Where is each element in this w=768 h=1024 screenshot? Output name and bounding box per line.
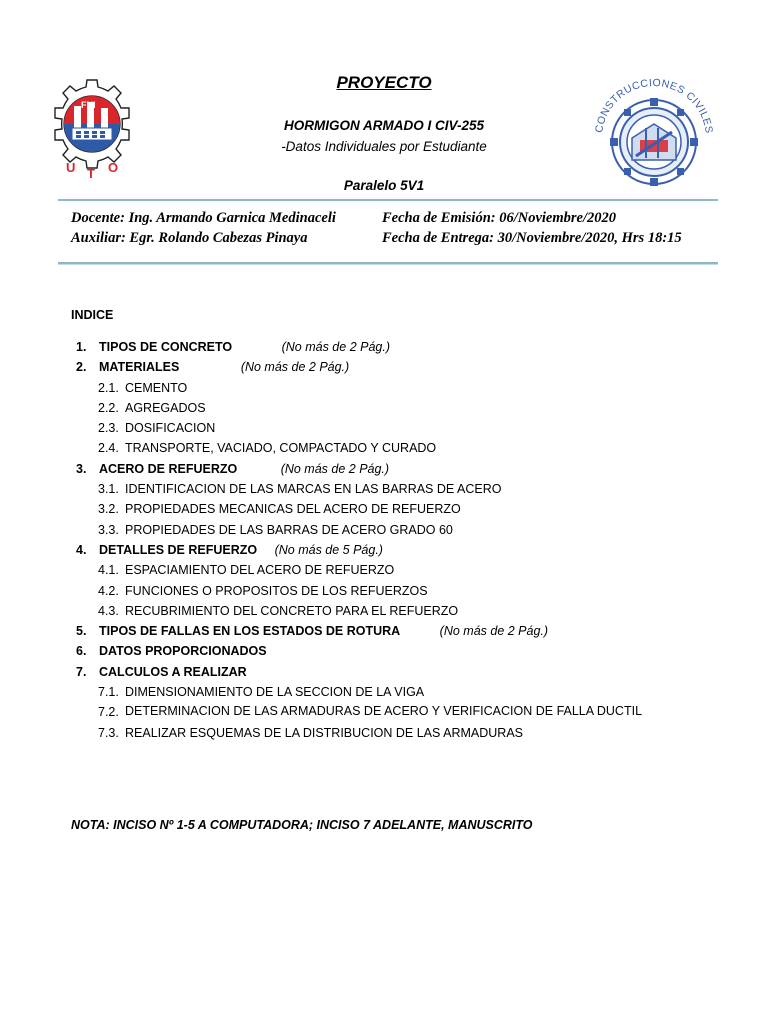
toc-item xyxy=(71,621,671,641)
toc-subitem-number: 3.2. xyxy=(98,502,119,517)
toc-item-note: (No más de 2 Pág.) xyxy=(280,461,390,476)
toc-subitem-number: 2.1. xyxy=(98,380,119,395)
toc-subitem-text: ESPACIAMIENTO DEL ACERO DE REFUERZO xyxy=(125,563,395,578)
course-subject: HORMIGON ARMADO I CIV-255 xyxy=(283,118,484,133)
document-title: PROYECTO xyxy=(336,73,432,92)
fecha-entrega: Fecha de Entrega: 30/Noviembre/2020, Hrs 18:15 xyxy=(382,230,682,246)
docente-line: Docente: Ing. Armando Garnica Medinaceli xyxy=(71,210,336,226)
toc-subitem-text: PROPIEDADES DE LAS BARRAS DE ACERO GRADO 60 xyxy=(125,522,453,537)
toc-subitem-number: 7.1. xyxy=(98,685,119,700)
toc-item xyxy=(71,662,671,682)
toc-subitem-number: 7.3. xyxy=(98,725,119,740)
toc-item-note: (No más de 2 Pág.) xyxy=(281,340,390,354)
toc-subitem-number: 3.3. xyxy=(98,522,119,537)
toc-item xyxy=(71,357,671,377)
toc-subitem-text: PROPIEDADES MECANICAS DEL ACERO DE REFUERZO xyxy=(125,502,461,517)
toc-subitem-number: 7.2. xyxy=(98,705,119,720)
toc-item-label: MATERIALES xyxy=(99,360,180,375)
toc-item-note: (No más de 5 Pág.) xyxy=(274,542,383,557)
toc-item xyxy=(71,540,671,560)
toc-subitem-text: CEMENTO xyxy=(125,380,188,395)
logo-text-fni: FNI xyxy=(81,100,96,110)
toc-subitem-number: 4.1. xyxy=(98,563,119,578)
toc-item-label: ACERO DE REFUERZO xyxy=(99,461,238,476)
toc-subitem-number: 4.3. xyxy=(98,603,119,618)
document-subtitle: -Datos Individuales por Estudiante xyxy=(281,139,487,154)
toc-subitem xyxy=(71,398,671,418)
toc-subitem-number: 4.2. xyxy=(98,583,119,598)
table-of-contents xyxy=(71,337,671,743)
toc-subitem-text: AGREGADOS xyxy=(125,400,206,415)
toc-subitem-text: IDENTIFICACION DE LAS MARCAS EN LAS BARRAS DE ACERO xyxy=(125,482,502,497)
toc-subitem-text: DETERMINACION DE LAS ARMADURAS DE ACERO Y VERIFICACION DE FALLA DUCTIL xyxy=(125,704,643,719)
toc-subitem-number: 3.1. xyxy=(98,482,119,497)
toc-item-number: 2. xyxy=(76,360,87,375)
logo-letter-u: U xyxy=(66,160,76,175)
toc-item-number: 5. xyxy=(76,624,87,639)
toc-subitem xyxy=(71,723,671,743)
toc-subitem xyxy=(71,438,671,458)
header-divider-top xyxy=(58,199,718,201)
toc-subitem xyxy=(71,581,671,601)
toc-item-number: 6. xyxy=(76,644,87,659)
nota-footer: NOTA: INCISO Nº 1-5 A COMPUTADORA; INCISO 7 ADELANTE, MANUSCRITO xyxy=(71,818,533,832)
toc-item xyxy=(71,337,671,357)
logo-ring-text: CONSTRUCCIONES CIVILES xyxy=(593,76,715,135)
toc-subitem xyxy=(71,682,671,702)
logo-letter-t: T xyxy=(87,166,95,181)
toc-subitem-text: DIMENSIONAMIENTO DE LA SECCION DE LA VIGA xyxy=(125,685,425,700)
toc-subitem-text: REALIZAR ESQUEMAS DE LA DISTRIBUCION DE LAS ARMADURAS xyxy=(125,725,524,740)
toc-subitem xyxy=(71,418,671,438)
toc-item-number: 7. xyxy=(76,664,87,679)
toc-item xyxy=(71,459,671,479)
toc-subitem-text: RECUBRIMIENTO DEL CONCRETO PARA EL REFUERZO xyxy=(125,603,459,618)
header-divider-bottom xyxy=(58,262,718,264)
toc-subitem-number: 2.2. xyxy=(98,400,119,415)
auxiliar-line: Auxiliar: Egr. Rolando Cabezas Pinaya xyxy=(71,230,308,246)
toc-subitem xyxy=(71,499,671,519)
toc-subitem xyxy=(71,378,671,398)
toc-item-note: (No más de 2 Pág.) xyxy=(240,360,350,375)
toc-item-label: DETALLES DE REFUERZO xyxy=(99,542,258,557)
toc-subitem-number: 2.4. xyxy=(98,441,119,456)
toc-item xyxy=(71,641,671,661)
paralelo-label: Paralelo 5V1 xyxy=(343,178,425,193)
toc-subitem xyxy=(71,520,671,540)
toc-item-number: 1. xyxy=(76,340,87,354)
toc-item-note: (No más de 2 Pág.) xyxy=(439,624,549,639)
toc-item-label: DATOS PROPORCIONADOS xyxy=(99,644,267,659)
toc-subitem xyxy=(71,601,671,621)
toc-subitem xyxy=(71,560,671,580)
toc-subitem-number: 2.3. xyxy=(98,421,119,436)
toc-item-label: CALCULOS A REALIZAR xyxy=(99,664,247,679)
toc-item-number: 3. xyxy=(76,461,87,476)
toc-item-number: 4. xyxy=(76,542,87,557)
fecha-emision: Fecha de Emisión: 06/Noviembre/2020 xyxy=(382,210,616,226)
toc-subitem xyxy=(71,702,661,722)
toc-item-label: TIPOS DE CONCRETO xyxy=(99,340,233,354)
toc-subitem xyxy=(71,479,671,499)
toc-subitem-text: DOSIFICACION xyxy=(125,421,216,436)
logo-letter-o: O xyxy=(108,160,119,175)
toc-subitem-text: TRANSPORTE, VACIADO, COMPACTADO Y CURADO xyxy=(125,441,437,456)
toc-item-label: TIPOS DE FALLAS EN LOS ESTADOS DE ROTURA xyxy=(99,624,401,639)
index-heading: INDICE xyxy=(71,308,114,322)
toc-subitem-text: FUNCIONES O PROPOSITOS DE LOS REFUERZOS xyxy=(125,583,428,598)
